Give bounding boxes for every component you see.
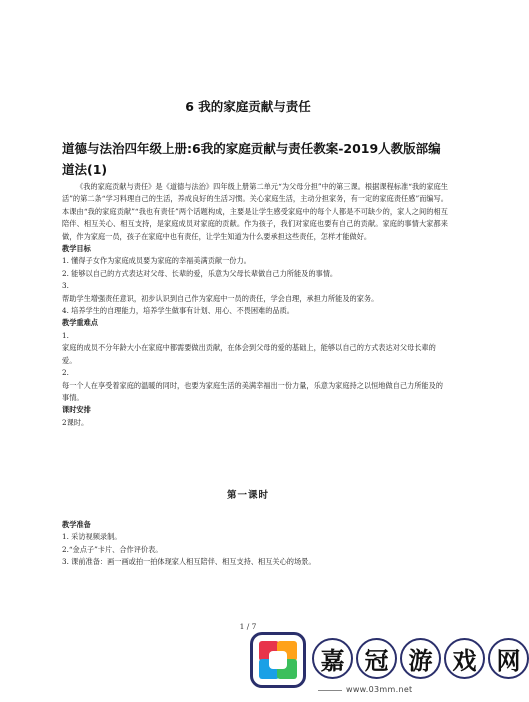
- watermark-url: www.03mm.net: [346, 685, 413, 694]
- prep-heading: 教学准备: [62, 520, 91, 529]
- prep-item: 3. 课前准备：画一画或拍一拍体现家人相互陪伴、相互支持、相互关心的场景。: [62, 557, 316, 567]
- document-title: 6 我的家庭贡献与责任: [185, 99, 311, 114]
- keypoint-item: 1.: [62, 330, 69, 340]
- watermark-char: 冠: [356, 638, 397, 679]
- prep-item: 2.“金点子”卡片、合作评价表。: [62, 544, 163, 554]
- goals-heading: 教学目标: [62, 244, 91, 254]
- goal-item: 3.: [62, 281, 69, 291]
- goal-item: 1. 懂得子女作为家庭成员要为家庭的幸福美满贡献一份力。: [62, 256, 251, 266]
- keypoints-heading: 教学重难点: [62, 318, 98, 328]
- goal-item: 帮助学生增强责任意识，初步认识到自己作为家庭中一员的责任，学会自理，承担力所能及的家务。: [62, 293, 379, 303]
- site-watermark: [246, 630, 521, 698]
- intro-paragraph: 《我的家庭贡献与责任》是《道德与法治》四年级上册第二单元“为父母分担”中的第三课。根据课程标准“我的家庭生活”的第二条“学习料理自己的生活，养成良好的生活习惯。关心家庭生活，主动分担家务，有一定的家庭责任感”而编写。本课由“我的家庭贡献”“我也有责任”两个话题构成，主要是让学生感受家庭中的每个人都是不可缺少的，家人之间的相互陪伴、相互关心、相互支持，是家庭成员对家庭的贡献。作为孩子，我们对家庭也要有自己的贡献。家庭的事情大家都来做，作为家庭一员，孩子在家庭中也有责任，让学生知道为什么要承担这些责任，怎样才能做好。: [62, 182, 448, 241]
- watermark-char: 游: [400, 638, 441, 679]
- watermark-char: 网: [488, 638, 529, 679]
- document-subtitle: 道德与法治四年级上册:6我的家庭贡献与责任教案-2019人教版部编道法(1): [62, 141, 441, 177]
- document-body: [62, 181, 448, 429]
- goal-item: 4. 培养学生的自理能力，培养学生做事有计划、用心、不畏困难的品质。: [62, 306, 294, 316]
- goal-item: 2. 能够以自己的方式表达对父母、长辈的爱，乐意为父母长辈做自己力所能及的事情。: [62, 268, 338, 278]
- watermark-char: 嘉: [312, 638, 353, 679]
- schedule-text: 2课时。: [62, 417, 89, 427]
- keypoint-item: 家庭的成员不分年龄大小在家庭中都需要做出贡献，在体会到父母的爱的基础上，能够以自己的方式表达对父母长辈的爱。: [62, 343, 436, 365]
- watermark-characters: [312, 638, 529, 682]
- prep-section: [62, 519, 448, 569]
- lesson-title: 第一课时: [226, 490, 269, 501]
- keypoint-item: 2.: [62, 368, 69, 378]
- schedule-heading: 课时安排: [62, 405, 91, 415]
- page-number: 1 / 7: [239, 622, 257, 631]
- watermark-char: 戏: [444, 638, 485, 679]
- prep-item: 1. 采访视频录制。: [62, 532, 122, 542]
- keypoint-item: 每一个人在享受着家庭的温暖的同时，也要为家庭生活的美满幸福出一份力量，乐意为家庭持之以恒地做自己力所能及的事情。: [62, 380, 443, 402]
- watermark-logo-icon: [250, 632, 306, 688]
